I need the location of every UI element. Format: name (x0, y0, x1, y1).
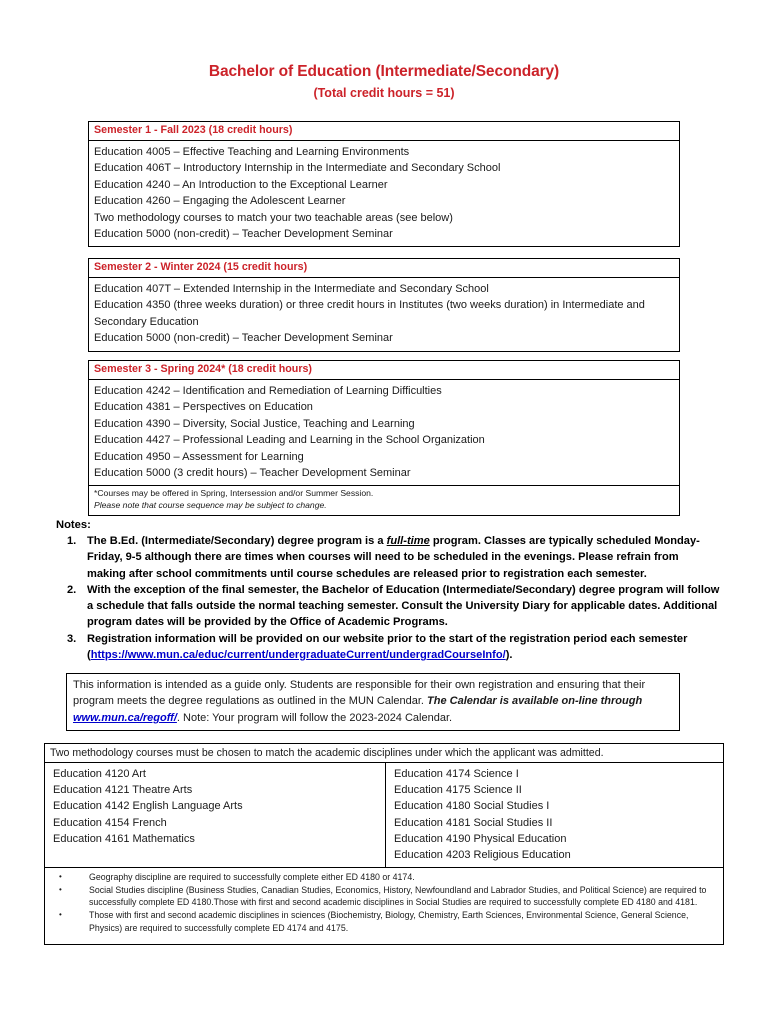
methodology-right-column (386, 763, 723, 867)
bullet-item (51, 884, 717, 909)
semester-3-footnote (89, 485, 679, 514)
semester-1-table (88, 121, 680, 247)
course-line: Education 4390 – Diversity, Social Justice, Teaching and Learning (94, 417, 415, 430)
notes-section (56, 518, 746, 663)
note-number: 3. (67, 632, 77, 645)
semester-1-header: Semester 1 - Fall 2023 (18 credit hours) (89, 122, 679, 141)
methodology-course: Education 4180 Social Studies I (394, 800, 550, 813)
guide-disclaimer-box (66, 673, 680, 731)
note-emphasis: full-time (386, 535, 430, 547)
page-subtitle: (Total credit hours = 51) (313, 86, 455, 100)
semester-1-course-list (89, 141, 679, 246)
methodology-bullet-notes (45, 868, 723, 944)
methodology-course: Education 4161 Mathematics (53, 832, 195, 845)
methodology-table-header: Two methodology courses must be chosen to match the academic disciplines under which the applicant was admitted. (45, 744, 723, 763)
semester-2-course-list (89, 278, 679, 351)
semester-2-table (88, 258, 680, 352)
note-item-1 (56, 533, 720, 582)
methodology-left-column (45, 763, 386, 867)
guide-text-part2: . Note: Your program will follow the 2023-2024 Calendar. (176, 711, 453, 724)
methodology-courses-table (44, 743, 724, 945)
note-item-2 (56, 582, 720, 631)
bullet-text: Geography discipline are required to successfully complete either ED 4180 or 4174. (89, 872, 415, 883)
bullet-icon: • (59, 910, 62, 919)
footnote-line-italic: Please note that course sequence may be subject to change. (94, 500, 327, 511)
bullet-item (51, 909, 717, 934)
note-text-part1: The B.Ed. (Intermediate/Secondary) degree program is a (87, 535, 387, 547)
methodology-course: Education 4120 Art (53, 768, 146, 780)
course-line: Education 4005 – Effective Teaching and Learning Environments (94, 146, 410, 158)
course-line: Education 5000 (non-credit) – Teacher Development Seminar (94, 228, 393, 241)
methodology-course: Education 4174 Science I (394, 768, 519, 780)
course-line: Education 407T – Extended Internship in the Intermediate and Secondary School (94, 283, 489, 295)
notes-list (56, 533, 746, 663)
methodology-course: Education 4181 Social Studies II (394, 816, 553, 829)
methodology-course: Education 4203 Religious Education (394, 849, 571, 862)
bullet-icon: • (59, 872, 62, 882)
course-line: Education 4381 – Perspectives on Education (94, 401, 313, 414)
title-block (0, 0, 768, 102)
course-line: Education 4950 – Assessment for Learning (94, 450, 304, 463)
course-line: Education 4242 – Identification and Remediation of Learning Difficulties (94, 385, 442, 397)
semester-3-header: Semester 3 - Spring 2024* (18 credit hours) (89, 361, 679, 380)
course-line: Education 4350 (three weeks duration) or three credit hours in Institutes (two weeks duration) in Intermediate and Secondary Education (94, 299, 645, 328)
bullet-item (51, 871, 717, 884)
course-line: Education 5000 (non-credit) – Teacher Development Seminar (94, 332, 393, 345)
note-text-part2: ). (505, 649, 513, 662)
course-line: Education 406T – Introductory Internship in the Intermediate and Secondary School (94, 162, 501, 175)
methodology-course: Education 4175 Science II (394, 784, 522, 797)
semester-3-table (88, 360, 680, 516)
methodology-course: Education 4154 French (53, 816, 167, 829)
course-line: Education 4260 – Engaging the Adolescent Learner (94, 195, 346, 208)
note-item-3 (56, 631, 720, 664)
guide-disclaimer-text (73, 677, 673, 726)
guide-text-part1: This information is intended as a guide only. Students are responsible for their own registration and ensuring that their program meets the degree regulations as outlined in the MUN Calendar. (73, 679, 646, 708)
bullet-text: Those with first and second academic disciplines in sciences (Biochemistry, Biology, Chemistry, Earth Sciences, Environmental Science, General Science, Physics) are required to successfully complete ED 4174 and 4175. (89, 910, 689, 933)
course-line: Education 5000 (3 credit hours) – Teacher Development Seminar (94, 467, 411, 480)
note-text-part1: Registration information will be provided on our website prior to the start of the registration period each semester ( (87, 632, 688, 662)
note-text-part1: With the exception of the final semester, the Bachelor of Education (Intermediate/Secondary) degree program will follow a schedule that falls outside the normal teaching semester. Consult the University Diary for applicable dates. Additional program dates will be provided by the Office of Academic Programs. (87, 583, 720, 629)
bullet-icon: • (59, 884, 62, 894)
note-number: 1. (67, 535, 77, 547)
methodology-columns (45, 763, 723, 868)
course-line: Two methodology courses to match your two teachable areas (see below) (94, 211, 453, 224)
notes-heading: Notes: (56, 519, 91, 531)
footnote-line: *Courses may be offered in Spring, Intersession and/or Summer Session. (94, 488, 374, 499)
semester-2-header: Semester 2 - Winter 2024 (15 credit hours) (89, 259, 679, 278)
guide-text-emphasis: The Calendar is available on-line through (427, 695, 643, 708)
course-line: Education 4240 – An Introduction to the Exceptional Learner (94, 178, 388, 191)
regoff-link[interactable]: www.mun.ca/regoff/ (73, 711, 177, 724)
note-number: 2. (67, 583, 77, 596)
course-line: Education 4427 – Professional Leading and Learning in the School Organization (94, 434, 485, 447)
undergrad-course-info-link[interactable]: https://www.mun.ca/educ/current/undergraduateCurrent/undergradCourseInfo/ (90, 649, 506, 662)
bullet-text: Social Studies discipline (Business Studies, Canadian Studies, Economics, History, Newfoundland and Labrador Studies, and Political Science) are required to successfully complete ED 4180.Those with first and second academic disciplines in Social Studies are required to successfully complete ED 4180 and 4181. (89, 884, 707, 908)
methodology-course: Education 4190 Physical Education (394, 832, 567, 845)
methodology-course: Education 4142 English Language Arts (53, 800, 243, 813)
note-text-part2: program. Classes are typically scheduled Monday-Friday, 9-5 although there are times when courses will need to be scheduled in the evenings. Please refrain from making after school commitments until course schedules are released prior to registration each semester. (87, 535, 700, 580)
page-title: Bachelor of Education (Intermediate/Secondary) (208, 63, 560, 80)
semester-3-course-list (89, 380, 679, 485)
methodology-course: Education 4121 Theatre Arts (53, 784, 193, 797)
